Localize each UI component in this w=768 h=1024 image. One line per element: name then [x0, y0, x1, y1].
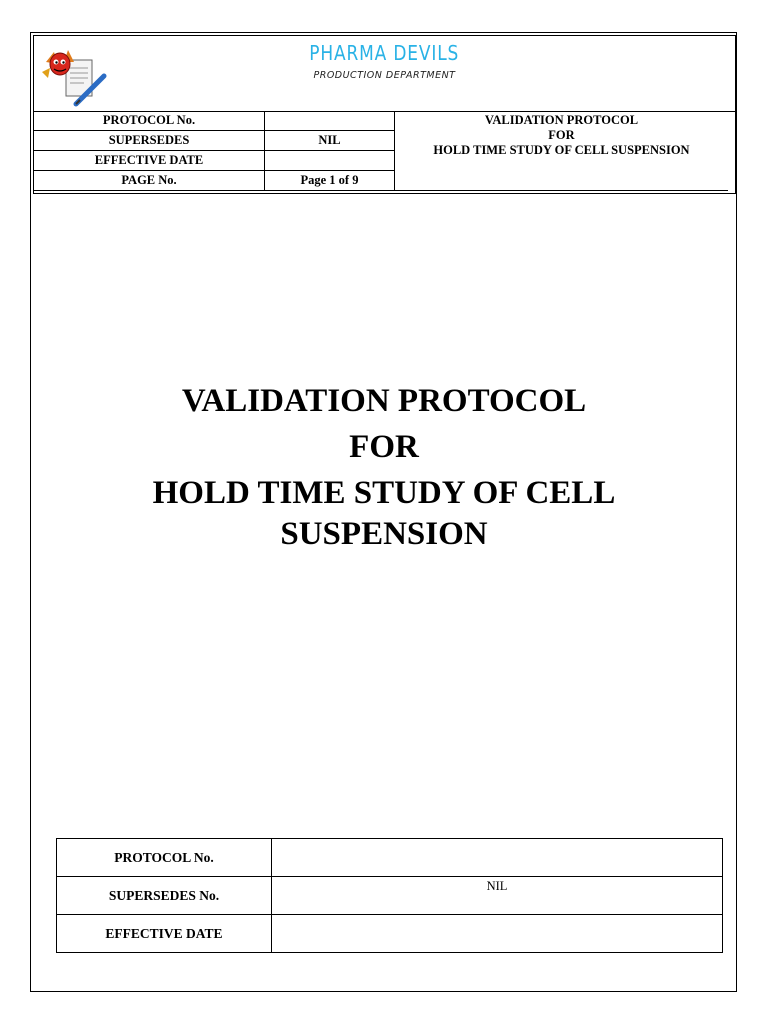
meta-label-protocol: PROTOCOL No. [34, 111, 265, 131]
brand-block [34, 41, 735, 81]
meta-value-page: Page 1 of 9 [265, 171, 395, 191]
footer-row-supersedes [57, 877, 723, 915]
footer-label-supersedes: SUPERSEDES No. [57, 877, 272, 915]
brand-department: PRODUCTION DEPARTMENT [313, 70, 456, 81]
main-title-line-2: FOR [349, 429, 419, 465]
meta-label-supersedes: SUPERSEDES [34, 131, 265, 151]
main-title-line-4: SUSPENSION [280, 516, 488, 552]
footer-protocol-table [56, 838, 723, 953]
main-title [34, 378, 734, 552]
meta-value-protocol [265, 111, 395, 131]
meta-value-supersedes: NIL [265, 131, 395, 151]
footer-row-protocol [57, 839, 723, 877]
footer-label-effective-date: EFFECTIVE DATE [57, 915, 272, 953]
main-title-line-1: VALIDATION PROTOCOL [181, 383, 587, 419]
main-title-line-3: HOLD TIME STUDY OF CELL [152, 475, 616, 511]
meta-value-effective-date [265, 151, 395, 171]
footer-label-protocol: PROTOCOL No. [57, 839, 272, 877]
footer-value-protocol [272, 839, 723, 877]
header-title-cell [395, 111, 729, 191]
footer-row-effective-date [57, 915, 723, 953]
protocol-meta-table [34, 111, 728, 191]
header-title-line-2: FOR [548, 128, 575, 142]
brand-name: PHARMA DEVILS [309, 41, 460, 65]
meta-label-page: PAGE No. [34, 171, 265, 191]
meta-label-effective-date: EFFECTIVE DATE [34, 151, 265, 171]
document-header [33, 35, 736, 194]
header-title-line-1: VALIDATION PROTOCOL [484, 113, 639, 127]
header-title-line-3: HOLD TIME STUDY OF CELL SUSPENSION [433, 143, 690, 157]
footer-value-supersedes: NIL [272, 877, 723, 915]
meta-row-protocol [34, 111, 728, 131]
logo-row [34, 36, 735, 112]
footer-value-effective-date [272, 915, 723, 953]
